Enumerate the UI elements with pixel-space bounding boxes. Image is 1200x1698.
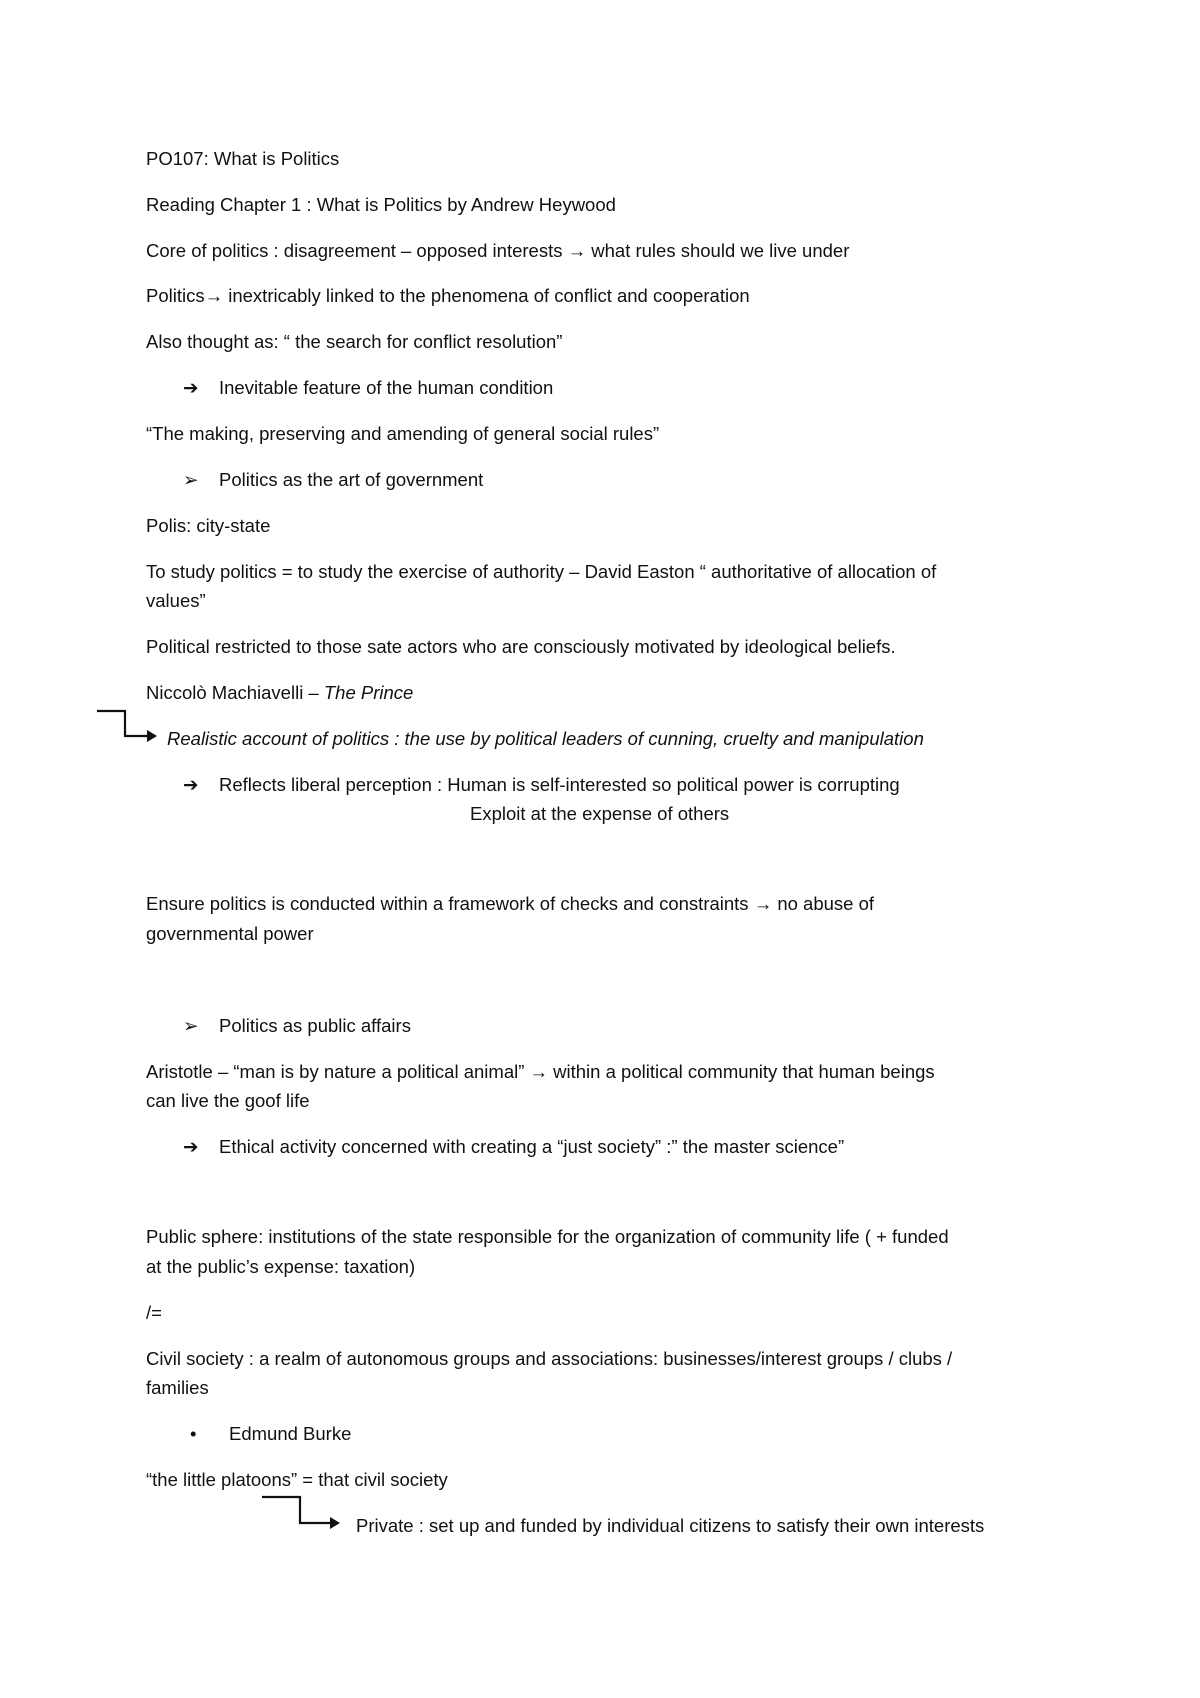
study-line-1: To study politics = to study the exercise of authority – David Easton “ authoritative of allocation of [146, 561, 937, 582]
ethical-line: Ethical activity concerned with creating a “just society” :” the master science” [219, 1136, 845, 1157]
chevron-bullet-icon: ➢ [183, 469, 199, 490]
study-line-2: values” [146, 590, 206, 611]
public-sphere-line-1: Public sphere: institutions of the state responsible for the organization of community life ( + funded [146, 1226, 949, 1247]
burke-line: Edmund Burke [229, 1423, 352, 1444]
public-affairs-heading: Politics as public affairs [219, 1015, 411, 1036]
arrow-bullet-icon: ➔ [183, 1136, 199, 1157]
core-line: Core of politics : disagreement – opposed interests → what rules should we live under [146, 240, 850, 261]
ensure-line-2: governmental power [146, 923, 314, 944]
political-restricted-line: Political restricted to those sate actors who are consciously motivated by ideological beliefs. [146, 636, 896, 657]
machiavelli-name: Niccolò Machiavelli – [146, 682, 324, 703]
inevitable-line: Inevitable feature of the human condition [219, 377, 554, 398]
machiavelli-line [146, 680, 413, 706]
reading-line: Reading Chapter 1 : What is Politics by Andrew Heywood [146, 194, 616, 215]
document-title: PO107: What is Politics [146, 148, 340, 169]
making-line: “The making, preserving and amending of general social rules” [146, 423, 660, 444]
reflects-line-2: Exploit at the expense of others [470, 803, 730, 824]
arrow-bullet-icon: ➔ [183, 377, 199, 398]
polis-line: Polis: city-state [146, 515, 271, 536]
dot-bullet-icon: • [190, 1423, 197, 1444]
platoons-line: “the little platoons” = that civil society [146, 1469, 448, 1490]
civil-society-line-2: families [146, 1377, 209, 1398]
public-sphere-line-2: at the public’s expense: taxation) [146, 1256, 416, 1277]
aristotle-line-1: Aristotle – “man is by nature a political animal” → within a political community that human beings [146, 1061, 935, 1082]
reflects-line-1: Reflects liberal perception : Human is self-interested so political power is corrupting [219, 774, 900, 795]
ensure-line-1: Ensure politics is conducted within a framework of checks and constraints → no abuse of [146, 893, 875, 914]
elbow-arrow-icon [260, 1492, 350, 1532]
machiavelli-book: The Prince [323, 682, 414, 703]
chevron-bullet-icon: ➢ [183, 1015, 199, 1036]
politics-rest: inextricably linked to the phenomena of conflict and cooperation [223, 285, 750, 306]
civil-society-line-1: Civil society : a realm of autonomous groups and associations: businesses/interest groups / clubs / [146, 1348, 953, 1369]
arrow-icon: → [204, 285, 224, 306]
realistic-line: Realistic account of politics : the use by political leaders of cunning, cruelty and manipulation [167, 728, 924, 749]
also-thought-line: Also thought as: “ the search for conflict resolution” [146, 331, 563, 352]
elbow-arrow-icon [95, 705, 165, 745]
aristotle-line-2: can live the goof life [146, 1090, 310, 1111]
politics-line [146, 283, 750, 309]
politics-prefix: Politics [146, 285, 205, 306]
art-of-government-heading: Politics as the art of government [219, 469, 484, 490]
arrow-bullet-icon: ➔ [183, 774, 199, 795]
private-line: Private : set up and funded by individual citizens to satisfy their own interests [356, 1515, 985, 1536]
not-equal-line: /= [146, 1302, 162, 1323]
